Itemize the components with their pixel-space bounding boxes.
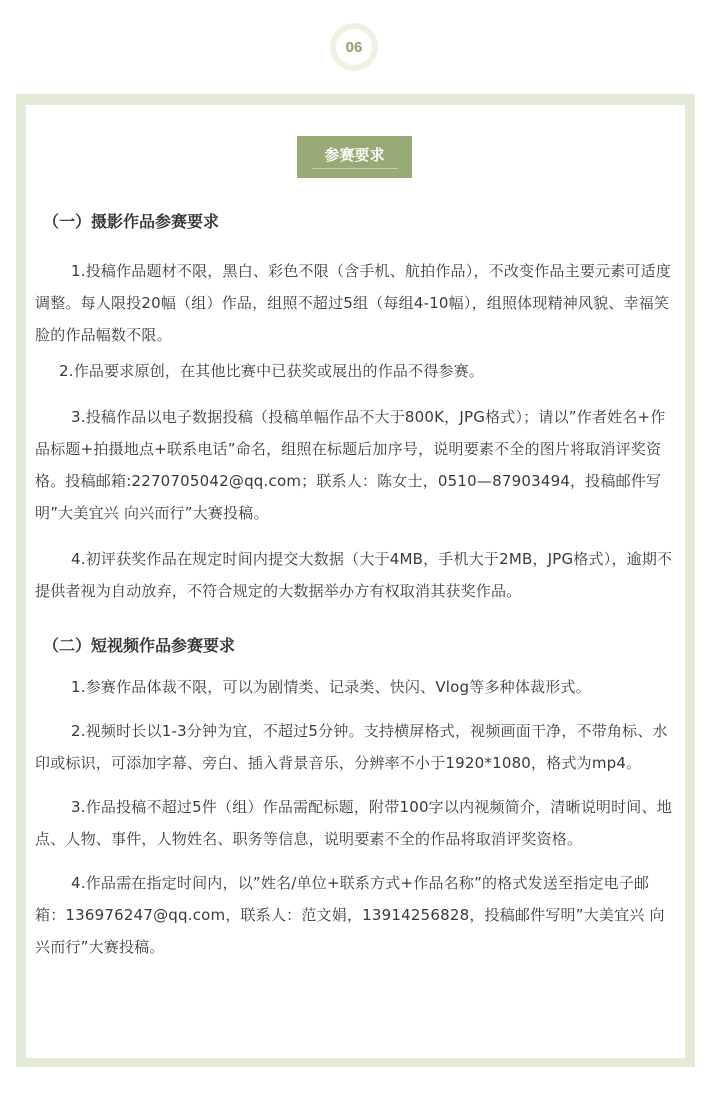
article-body (35, 205, 675, 963)
section2-paragraph-2: 2.视频时长以1-3分钟为宜，不超过5分钟。支持横屏格式，视频画面干净，不带角标、水印或标识，可添加字幕、旁白、插入背景音乐，分辨率不小于1920*1080，格式为mp4。 (35, 722, 668, 772)
page-title: 参赛要求 (324, 145, 385, 164)
section1-paragraph-2: 2.作品要求原创，在其他比赛中已获奖或展出的作品不得参赛。 (59, 362, 485, 380)
title-underline (312, 168, 398, 169)
section1-paragraph-3: 3.投稿作品以电子数据投稿（投稿单幅作品不大于800K，JPG格式）；请以”作者姓名+作品标题+拍摄地点+联系电话”命名，组照在标题后加序号，说明要素不全的图片将取消评奖资格。投稿邮箱:2270705042@qq.com；联系人：陈女士，0510—87903494，投稿邮件写明”大美宜兴 向兴而行”大赛投稿。 (35, 408, 666, 522)
section1-paragraph-4: 4.初评获奖作品在规定时间内提交大数据（大于4MB，手机大于2MB，JPG格式），逾期不提供者视为自动放弃，不符合规定的大数据举办方有权取消其获奖作品。 (35, 550, 673, 600)
section2-paragraph-3: 3.作品投稿不超过5件（组）作品需配标题，附带100字以内视频简介，清晰说明时间、地点、人物、事件，人物姓名、职务等信息，说明要素不全的作品将取消评奖资格。 (35, 798, 672, 848)
title-box (297, 136, 412, 178)
section1-paragraph-1: 1.投稿作品题材不限，黑白、彩色不限（含手机、航拍作品），不改变作品主要元素可适度调整。每人限投20幅（组）作品，组照不超过5组（每组4-10幅），组照体现精神风貌、幸福笑脸的作品幅数不限。 (35, 262, 672, 344)
section2-paragraph-4: 4.作品需在指定时间内，以”姓名/单位+联系方式+作品名称”的格式发送至指定电子邮箱：136976247@qq.com，联系人：范文娟，13914256828，投稿邮件写明”大美宜兴 向兴而行”大赛投稿。 (35, 874, 665, 956)
section2-paragraph-1: 1.参赛作品体裁不限，可以为剧情类、记录类、快闪、Vlog等多种体裁形式。 (71, 678, 591, 696)
section-number: 06 (336, 29, 372, 65)
section1-heading: （一）摄影作品参赛要求 (43, 212, 220, 231)
section2-heading: （二）短视频作品参赛要求 (43, 636, 236, 655)
section-number-badge (330, 23, 378, 71)
